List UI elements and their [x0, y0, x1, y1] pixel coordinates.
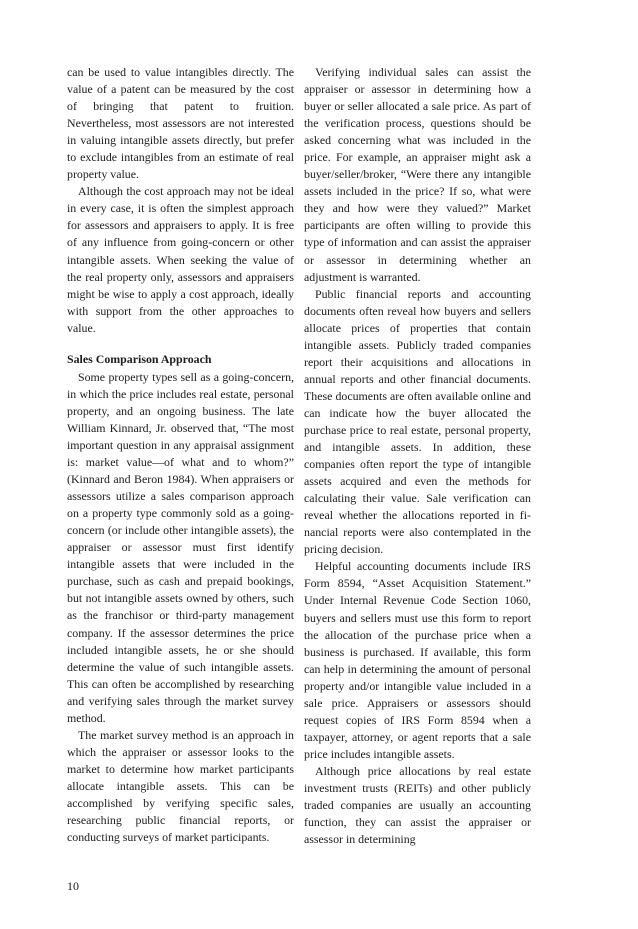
- right-paragraph-4: Although price allocations by real estate investment trusts (REITs) and other publicly traded companies are usually an accounting function, they can assist the appraiser or assessor in determining: [304, 763, 531, 847]
- left-paragraph-2: Although the cost approach may not be ideal in every case, it is often the simplest approach for assessors and appraisers to apply. It is free of any influence from going-concern or other intangible assets. When seeking the value of the real property only, assessors and appraisers might be wise to apply a cost approach, ideally with support from the other approaches to value.: [67, 184, 294, 335]
- right-column: [304, 64, 531, 848]
- left-paragraph-3: Some property types sell as a going-concern, in which the price includes real estate, personal property, and an ongoing business. The late William Kinnard, Jr. observed that, “The most important question in any appraisal assignment is: market value—of what and to whom?” (Kinnard and Beron 1984). When appraisers or assessors utilize a sales comparison approach on a property type commonly sold as a going-concern (or include other intangible assets), the appraiser or assessor must first identify intangible assets that were included in the purchase, such as cash and prepaid bookings, but not intangible assets owned by others, such as the franchisor or third-party management company. If the assessor determines the price included intangible assets, he or she should determine the value of such intangible assets. This can often be accomplished by researching and verifying sales through the market survey method.: [67, 369, 294, 725]
- right-paragraph-2: Public financial reports and accounting documents often reveal how buyers and sellers allocate prices of properties that contain intangible assets. Publicly traded companies report their acquisitions and allocations in annual reports and other financial documents. These documents are often available online and can indicate how the buyer allocated the purchase price to real estate, personal property, and intangible assets. In addition, these companies often report the type of intangible assets acquired and even the methods for calculating their value. Sale verification can reveal whether the allocations reported in financial reports were also contemplated in the pricing decision.: [304, 286, 531, 557]
- left-paragraph-4: The market survey method is an approach in which the appraiser or assessor looks to the market to determine how market participants allocate intangible assets. This can be accomplished by verifying specific sales, researching public financial reports, or conducting surveys of market participants.: [67, 727, 294, 845]
- left-paragraph-1: can be used to value intangibles directly. The value of a patent can be measured by the cost of bringing that patent to fruition. Nevertheless, most assessors are not interested in valuing intangible assets directly, but prefer to exclude intangibles from an estimate of real property value.: [67, 65, 294, 182]
- left-column: [67, 64, 294, 846]
- section-heading-sales-comparison: Sales Comparison Approach: [67, 351, 212, 366]
- right-paragraph-1: Verifying individual sales can assist the appraiser or assessor in determining how a buyer or seller allocated a sale price. As part of the verification process, questions should be asked concerning what was included in the price. For example, an appraiser might ask a buyer/seller/​broker, “Were there any intangible assets included in the price? If so, what were they and how were they valued?” Market participants are often willing to provide this type of information and can assist the appraiser or assessor in determining whether an adjustment is warranted.: [304, 65, 531, 284]
- page-number: 10: [67, 879, 79, 893]
- right-paragraph-3: Helpful accounting documents include IRS Form 8594, “Asset Acquisition Statement.” Under Internal Revenue Code Section 1060, buyers and sellers must use this form to report the allocation of the purchase price when a business is purchased. If available, this form can help in determining the amount of personal property and/or intangible value included in a sale price. Appraisers or assessors should request copies of IRS Form 8594 when a taxpayer, attorney, or agent reports that a sale price includes intangible assets.: [304, 559, 531, 761]
